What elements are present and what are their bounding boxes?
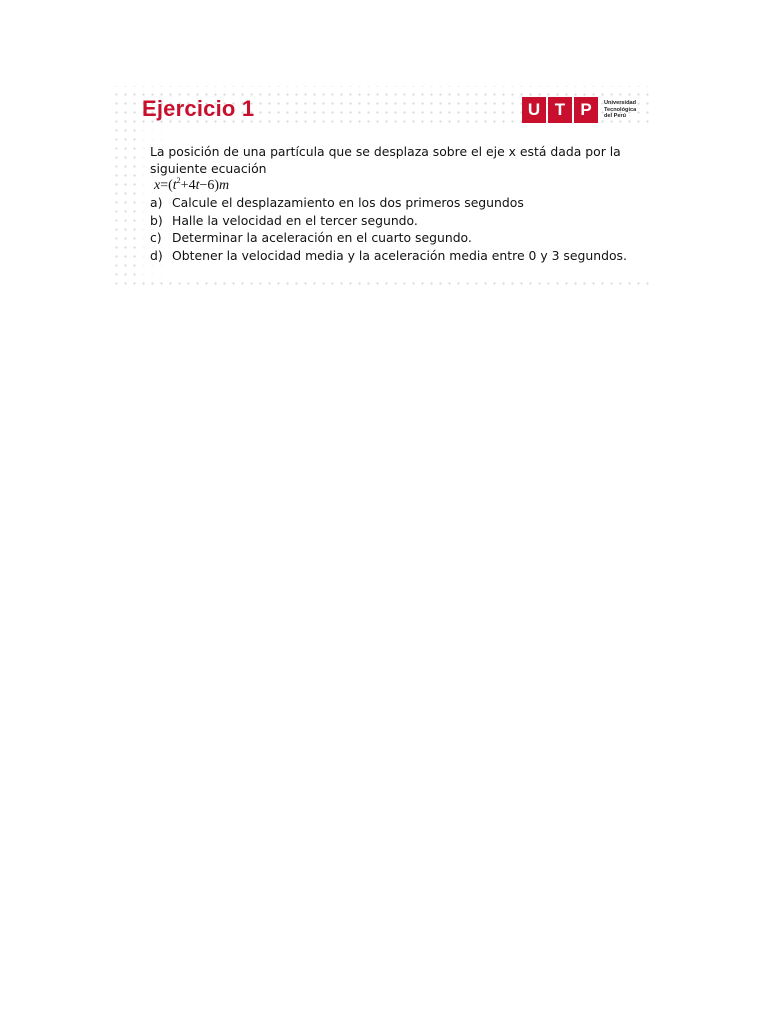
logo-letter-u: U	[522, 97, 546, 123]
equation-var-t: t	[172, 178, 177, 193]
intro-line-2: siguiente ecuación	[150, 161, 267, 176]
position-equation	[154, 177, 630, 194]
item-marker: b)	[150, 212, 163, 228]
equation-var-t2: t	[195, 178, 200, 193]
logo-text-line: Universidad	[604, 100, 637, 107]
logo-letter-p: P	[574, 97, 598, 123]
item-text: Obtener la velocidad media y la aceleración media entre 0 y 3 segundos.	[172, 247, 627, 263]
problem-statement	[150, 143, 630, 264]
list-item	[150, 194, 630, 212]
item-text: Halle la velocidad en el tercer segundo.	[172, 212, 418, 228]
equation-middle: +4	[180, 178, 196, 193]
list-item	[150, 247, 630, 265]
equation-open: =(	[160, 178, 173, 193]
item-text: Calcule el desplazamiento en los dos primeros segundos	[172, 195, 524, 210]
exercise-title: Ejercicio 1	[142, 96, 255, 121]
problem-intro	[150, 143, 630, 177]
list-item	[150, 212, 630, 230]
logo-text-line: Tecnológica	[604, 106, 637, 113]
list-item	[150, 229, 630, 247]
exercise-slide	[110, 86, 650, 286]
logo-letter-t: T	[548, 97, 572, 123]
equation-unit: m	[219, 178, 230, 193]
logo-text-line: del Perú	[604, 113, 627, 120]
equation-exponent: 2	[176, 176, 181, 185]
item-marker: d)	[150, 247, 163, 263]
logo-university-name	[604, 100, 648, 119]
utp-logo	[522, 96, 648, 124]
intro-line-1: La posición de una partícula que se desplaza sobre el eje x está dada por la	[150, 144, 621, 159]
equation-tail: −6)	[199, 178, 220, 193]
item-text: Determinar la aceleración en el cuarto segundo.	[172, 230, 472, 245]
equation-lhs: x	[154, 178, 161, 193]
question-list	[150, 194, 630, 264]
item-marker: c)	[150, 230, 162, 245]
item-marker: a)	[150, 195, 163, 210]
